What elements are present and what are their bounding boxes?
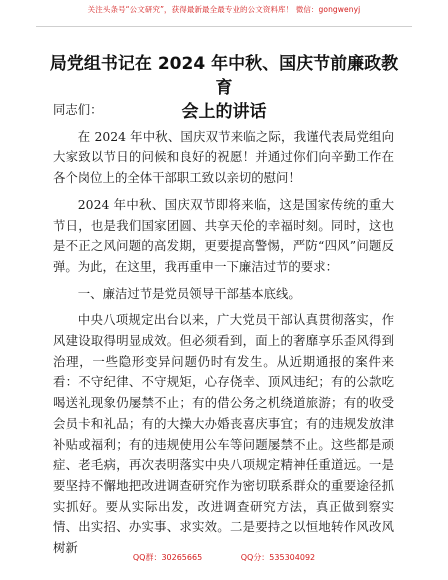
paragraph-intro: 2024 年中秋、国庆双节即将来临，这是国家传统的重大节日，也是我们国家团圆、共享天伦的幸福时刻。同时，这也是不正之风问题的高发期，更要提高警惕，严防“四风”问题反弹。为此，在这里，我再重申一下廉洁过节的要求： — [53, 196, 394, 274]
title-line-2: 会上的讲话 — [181, 102, 267, 122]
qq-group-2: QQ分：535304092 — [240, 553, 316, 562]
section-heading-1: 一、廉洁过节是党员领导干部基本底线。 — [77, 285, 301, 301]
paragraph-body: 中央八项规定出台以来，广大党员干部认真贯彻落实，作风建设取得明显成效。但必须看到，面上的奢靡享乐歪风得到治理，一些隐形变异问题仍时有发生。从近期通报的案件来看：不守纪律、不守规矩，心存侥幸、顶风违纪；有的公款吃喝送礼现象仍屡禁不止；有的借公务之机绕道旅游；有的收受会员卡和礼品；有的大操大办婚丧喜庆事宜；有的违规发放津补贴或福利；有的违规使用公车等问题屡禁不止。这些都是顽症、老毛病，再次表明落实中央八项规定精神任重道远。一是要坚持不懈地把改进调查研究作为密切联系群众的重要途径抓实抓好。要从实际出发，改进调查研究方法，真正做到察实情、出实招、办实事、求实效。二是要持之以恒地转作风改风树新 — [53, 312, 394, 556]
header-divider — [36, 26, 412, 27]
salutation: 同志们： — [53, 102, 103, 117]
title-line-1: 局党组书记在 2024 年中秋、国庆节前廉政教育 — [49, 54, 399, 98]
document-body — [53, 100, 394, 565]
promo-banner: 关注头条号“公文研究”，获得最新最全最专业的公文资料库！ 微信：gongwenyj — [87, 5, 361, 14]
contact-footer — [0, 552, 448, 563]
qq-group-1: QQ群：30265665 — [132, 553, 203, 562]
paragraph-greeting: 在 2024 年中秋、国庆双节来临之际，我谨代表局党组向大家致以节日的问候和良好的祝愿！并通过你们向辛勤工作在各个岗位上的全体干部职工致以亲切的慰问！ — [53, 128, 394, 186]
